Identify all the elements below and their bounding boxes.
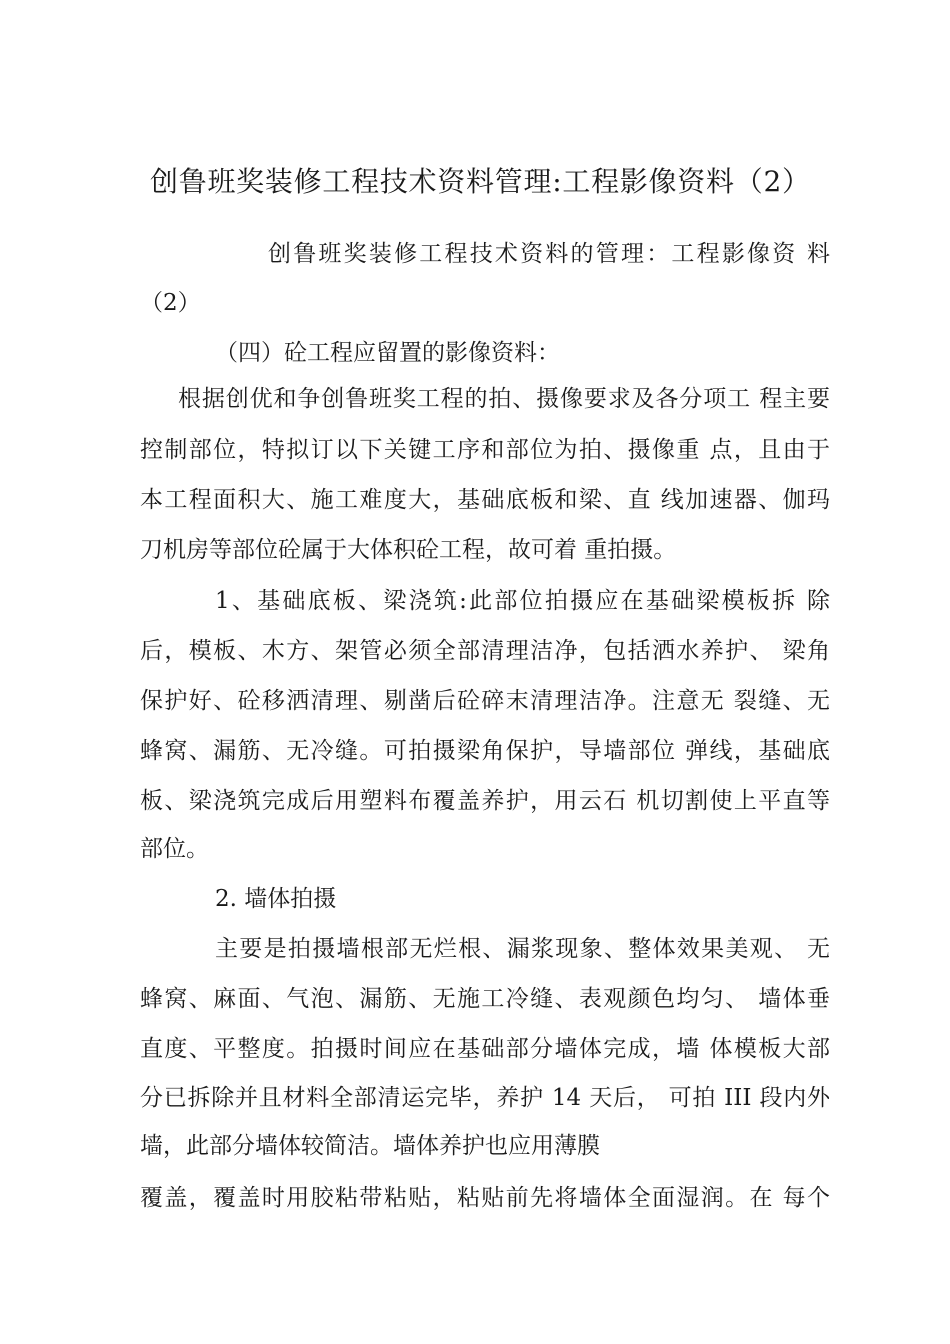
paragraph-line: 蜂窝、漏筋、无冷缝。可拍摄梁角保护，导墙部位 弹线，基础底 <box>140 738 830 764</box>
document-title: 创鲁班奖装修工程技术资料管理:工程影像资料（2） <box>150 165 810 198</box>
paragraph-line: 墙，此部分墙体较简洁。墙体养护也应用薄膜 <box>140 1133 600 1159</box>
paragraph-line: 直度、平整度。拍摄时间应在基础部分墙体完成，墙 体模板大部 <box>140 1036 830 1062</box>
paragraph-line: 控制部位，特拟订以下关键工序和部位为拍、摄像重 点，且由于 <box>140 437 830 463</box>
paragraph-line: 1、基础底板、梁浇筑:此部位拍摄应在基础梁模板拆 除 <box>215 588 830 614</box>
paragraph-line: 板、梁浇筑完成后用塑料布覆盖养护，用云石 机切割使上平直等 <box>140 788 830 814</box>
subsection-heading: 2. 墙体拍摄 <box>215 886 337 912</box>
subtitle-line-1: 创鲁班奖装修工程技术资料的管理：工程影像资 料 <box>268 241 830 267</box>
paragraph-line: 本工程面积大、施工难度大，基础底板和梁、直 线加速器、伽玛 <box>140 487 830 513</box>
paragraph-line: 蜂窝、麻面、气泡、漏筋、无施工冷缝、表观颜色均匀、 墙体垂 <box>140 986 830 1012</box>
paragraph-line: 后，模板、木方、架管必须全部清理洁净，包括洒水养护、 梁角 <box>140 638 830 664</box>
section-heading: （四）砼工程应留置的影像资料： <box>215 340 560 366</box>
paragraph-line: 保护好、砼移洒清理、剔凿后砼碎末清理洁净。注意无 裂缝、无 <box>140 688 830 714</box>
paragraph-line: 刀机房等部位砼属于大体积砼工程，故可着 重拍摄。 <box>140 537 677 563</box>
paragraph-line: 根据创优和争创鲁班奖工程的拍、摄像要求及各分项工 程主要 <box>178 386 830 412</box>
paragraph-line: 主要是拍摄墙根部无烂根、漏浆现象、整体效果美观、 无 <box>215 936 830 962</box>
subtitle-line-2: （2） <box>140 290 201 316</box>
paragraph-line: 部位。 <box>140 836 209 862</box>
paragraph-line: 分已拆除并且材料全部清运完毕，养护 14 天后， 可拍 III 段内外 <box>140 1085 830 1111</box>
paragraph-line: 覆盖，覆盖时用胶粘带粘贴，粘贴前先将墙体全面湿润。在 每个 <box>140 1185 830 1211</box>
